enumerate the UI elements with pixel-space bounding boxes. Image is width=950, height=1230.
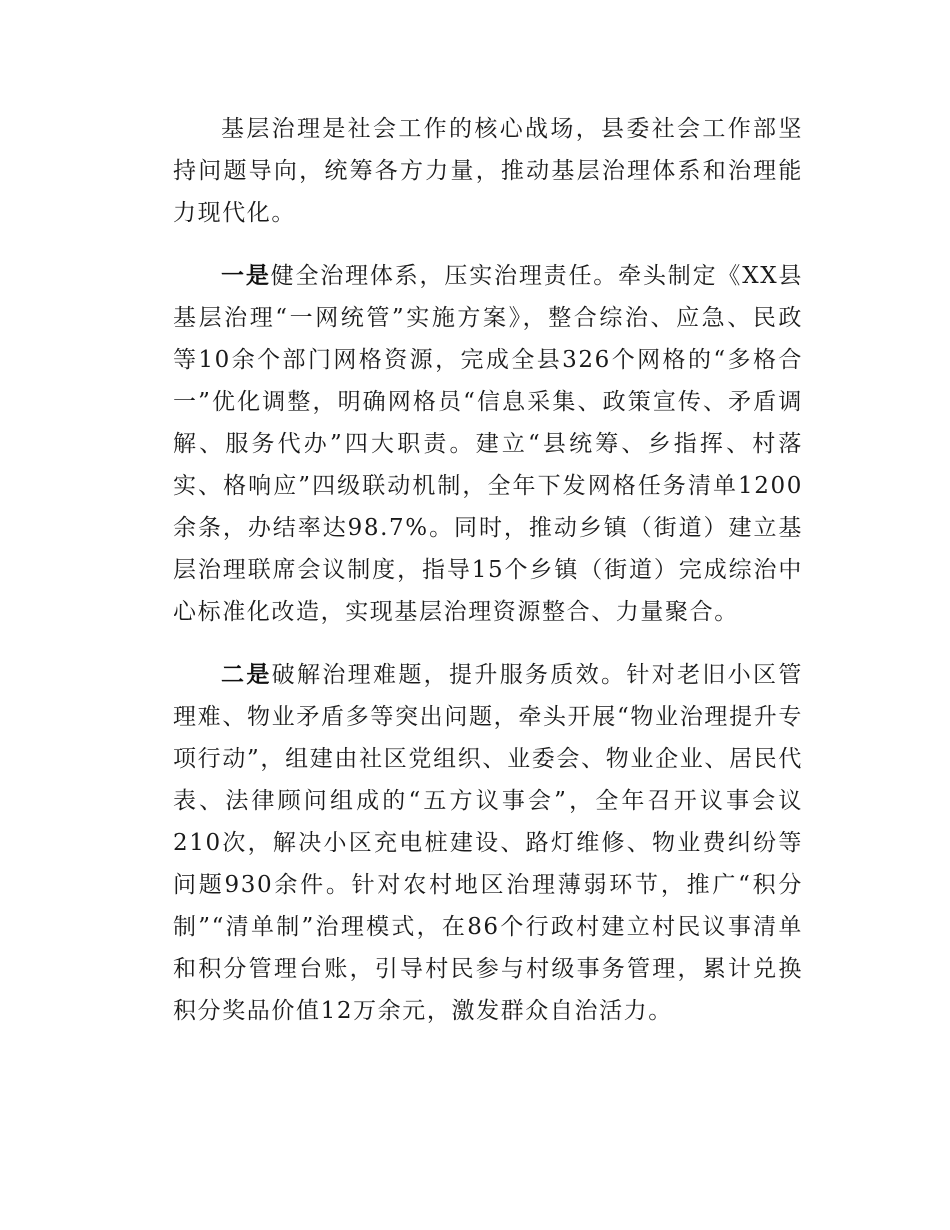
paragraph-point-two-text: 破解治理难题，提升服务质效。针对老旧小区管理难、物业矛盾多等突出问题，牵头开展“物业治理提升专项行动”，组建由社区党组织、业委会、物业企业、居民代表、法律顾问组成的“五方议事会”，全年召开议事会议210次，解决小区充电桩建设、路灯维修、物业费纠纷等问题930余件。针对农村地区治理薄弱环节，推广“积分制”“清单制”治理模式，在86个行政村建立村民议事清单和积分管理台账，引导村民参与村级事务管理，累计兑换积分奖品价值12万余元，激发群众自治活力。 <box>173 662 803 1024</box>
paragraph-intro-text: 基层治理是社会工作的核心战场，县委社会工作部坚持问题导向，统筹各方力量，推动基层治理体系和治理能力现代化。 <box>173 116 803 226</box>
paragraph-point-one-text: 健全治理体系，压实治理责任。牵头制定《XX县基层治理“一网统管”实施方案》，整合综治、应急、民政等10余个部门网格资源，完成全县326个网格的“多格合一”优化调整，明确网格员“信息采集、政策宣传、矛盾调解、服务代办”四大职责。建立“县统筹、乡指挥、村落实、格响应”四级联动机制，全年下发网格任务清单1200余条，办结率达98.7%。同时，推动乡镇（街道）建立基层治理联席会议制度，指导15个乡镇（街道）完成综治中心标准化改造，实现基层治理资源整合、力量聚合。 <box>173 263 803 625</box>
paragraph-point-two <box>173 654 803 1032</box>
paragraph-point-one-lead: 一是 <box>221 263 271 289</box>
paragraph-point-two-lead: 二是 <box>221 662 272 688</box>
paragraph-point-one <box>173 255 803 633</box>
document-body <box>173 108 803 1032</box>
paragraph-intro <box>173 108 803 234</box>
